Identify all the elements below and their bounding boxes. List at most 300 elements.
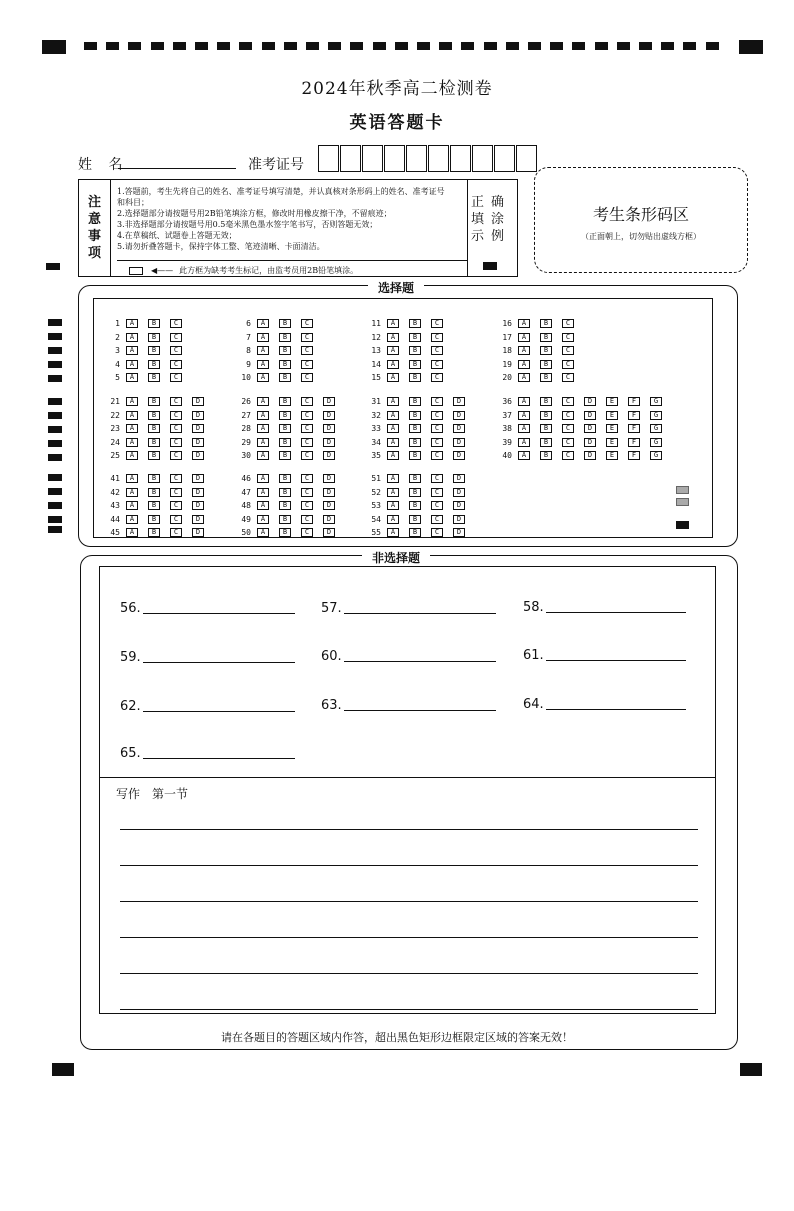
answer-option-bubble[interactable]: A xyxy=(126,411,138,420)
blank-line[interactable] xyxy=(344,661,496,662)
question-row xyxy=(100,332,192,343)
question-row xyxy=(100,423,214,434)
answer-option-bubble[interactable]: C xyxy=(431,528,443,537)
answer-option-bubble[interactable]: E xyxy=(606,397,618,406)
answer-option-bubble[interactable]: D xyxy=(453,488,465,497)
blank-line[interactable] xyxy=(143,711,295,712)
answer-option-bubble[interactable]: B xyxy=(279,360,291,369)
answer-option-bubble[interactable]: A xyxy=(257,411,269,420)
answer-option-bubble[interactable]: C xyxy=(431,488,443,497)
absent-checkbox[interactable] xyxy=(129,267,143,275)
answer-option-bubble[interactable]: C xyxy=(170,333,182,342)
answer-option-bubble[interactable]: C xyxy=(170,488,182,497)
answer-option-bubble[interactable]: C xyxy=(170,360,182,369)
answer-option-bubble[interactable]: B xyxy=(540,397,552,406)
ticket-digit-box[interactable] xyxy=(384,145,405,172)
answer-option-bubble[interactable]: C xyxy=(170,424,182,433)
absent-row xyxy=(117,260,467,276)
answer-option-bubble[interactable]: G xyxy=(650,424,662,433)
answer-option-bubble[interactable]: C xyxy=(170,346,182,355)
answer-option-bubble[interactable]: A xyxy=(257,424,269,433)
answer-option-bubble[interactable]: B xyxy=(279,488,291,497)
question-number: 9 xyxy=(246,359,251,369)
answer-option-bubble[interactable]: B xyxy=(148,515,160,524)
answer-option-bubble[interactable]: A xyxy=(518,438,530,447)
answer-option-bubble[interactable]: D xyxy=(323,528,335,537)
answer-option-bubble[interactable]: B xyxy=(409,515,421,524)
answer-option-bubble[interactable]: C xyxy=(170,451,182,460)
answer-option-bubble[interactable]: C xyxy=(431,515,443,524)
answer-option-bubble[interactable]: A xyxy=(518,397,530,406)
answer-option-bubble[interactable]: A xyxy=(126,515,138,524)
answer-option-bubble[interactable]: B xyxy=(279,474,291,483)
answer-option-bubble[interactable]: D xyxy=(192,474,204,483)
answer-option-bubble[interactable]: B xyxy=(409,501,421,510)
answer-option-bubble[interactable]: D xyxy=(323,438,335,447)
blank-number: 58. xyxy=(523,600,544,615)
blank-61[interactable] xyxy=(523,648,686,663)
label-char: 例 xyxy=(491,229,505,244)
answer-option-bubble[interactable]: B xyxy=(148,333,160,342)
notes-heading-char: 注 xyxy=(87,195,101,210)
answer-option-bubble[interactable]: D xyxy=(453,438,465,447)
writing-section-label: 写作 第一节 xyxy=(116,787,189,801)
answer-option-bubble[interactable]: A xyxy=(126,319,138,328)
blank-65[interactable] xyxy=(120,746,295,761)
answer-option-bubble[interactable]: B xyxy=(148,360,160,369)
answer-option-bubble[interactable]: D xyxy=(453,411,465,420)
answer-option-bubble[interactable]: C xyxy=(431,451,443,460)
answer-option-bubble[interactable]: A xyxy=(126,501,138,510)
answer-option-bubble[interactable]: C xyxy=(301,319,313,328)
answer-option-bubble[interactable]: C xyxy=(170,319,182,328)
side-mark xyxy=(48,333,62,340)
answer-option-bubble[interactable]: C xyxy=(431,474,443,483)
answer-option-bubble[interactable]: B xyxy=(409,488,421,497)
answer-option-bubble[interactable]: B xyxy=(540,360,552,369)
answer-option-bubble[interactable]: G xyxy=(650,451,662,460)
name-field[interactable] xyxy=(118,168,236,169)
answer-option-bubble[interactable]: A xyxy=(126,438,138,447)
answer-option-bubble[interactable]: B xyxy=(279,424,291,433)
notes-heading-char: 事 xyxy=(87,229,101,244)
question-number: 21 xyxy=(110,397,120,406)
ticket-digit-box[interactable] xyxy=(494,145,515,172)
answer-option-bubble[interactable]: A xyxy=(126,451,138,460)
answer-option-bubble[interactable]: B xyxy=(279,451,291,460)
answer-option-bubble[interactable]: B xyxy=(279,319,291,328)
answer-option-bubble[interactable]: B xyxy=(279,373,291,382)
answer-option-bubble[interactable]: D xyxy=(453,424,465,433)
answer-option-bubble[interactable]: E xyxy=(606,451,618,460)
answer-option-bubble[interactable]: D xyxy=(453,515,465,524)
answer-option-bubble[interactable]: D xyxy=(323,474,335,483)
writing-line[interactable] xyxy=(120,829,698,830)
blank-58[interactable] xyxy=(523,600,686,615)
corner-mark-top-right xyxy=(739,40,763,54)
ticket-number-boxes[interactable] xyxy=(318,145,538,172)
ticket-digit-box[interactable] xyxy=(318,145,339,172)
answer-option-bubble[interactable]: B xyxy=(148,474,160,483)
answer-option-bubble[interactable]: C xyxy=(170,501,182,510)
answer-option-bubble[interactable]: C xyxy=(301,411,313,420)
answer-option-bubble[interactable]: F xyxy=(628,438,640,447)
blank-line[interactable] xyxy=(546,709,686,710)
answer-option-bubble[interactable]: C xyxy=(562,360,574,369)
answer-option-bubble[interactable]: D xyxy=(192,424,204,433)
answer-option-bubble[interactable]: D xyxy=(453,528,465,537)
blank-62[interactable] xyxy=(120,699,295,714)
answer-option-bubble[interactable]: B xyxy=(409,438,421,447)
side-mark xyxy=(48,454,62,461)
answer-option-bubble[interactable]: C xyxy=(301,360,313,369)
answer-option-bubble[interactable]: B xyxy=(409,346,421,355)
answer-option-bubble[interactable]: A xyxy=(126,528,138,537)
answer-option-bubble[interactable]: A xyxy=(518,319,530,328)
answer-option-bubble[interactable]: G xyxy=(650,397,662,406)
answer-option-bubble[interactable]: A xyxy=(126,424,138,433)
answer-option-bubble[interactable]: A xyxy=(387,515,399,524)
answer-option-bubble[interactable]: F xyxy=(628,424,640,433)
blank-56[interactable] xyxy=(120,601,295,616)
question-row xyxy=(361,437,475,448)
answer-option-bubble[interactable]: B xyxy=(409,360,421,369)
answer-option-bubble[interactable]: D xyxy=(584,424,596,433)
question-number: 12 xyxy=(371,332,381,342)
answer-option-bubble[interactable]: A xyxy=(257,515,269,524)
answer-option-bubble[interactable]: A xyxy=(387,474,399,483)
answer-option-bubble[interactable]: A xyxy=(126,488,138,497)
answer-option-bubble[interactable]: A xyxy=(387,397,399,406)
blank-line[interactable] xyxy=(143,613,295,614)
answer-option-bubble[interactable]: B xyxy=(148,424,160,433)
answer-option-bubble[interactable]: C xyxy=(562,424,574,433)
answer-option-bubble[interactable]: B xyxy=(279,333,291,342)
answer-option-bubble[interactable]: B xyxy=(409,528,421,537)
question-row xyxy=(361,423,475,434)
answer-option-bubble[interactable]: B xyxy=(409,424,421,433)
answer-option-bubble[interactable]: D xyxy=(192,411,204,420)
blank-line[interactable] xyxy=(344,613,496,614)
answer-option-bubble[interactable]: C xyxy=(431,319,443,328)
writing-line[interactable] xyxy=(120,865,698,866)
blank-line[interactable] xyxy=(143,758,295,759)
answer-option-bubble[interactable]: A xyxy=(387,438,399,447)
writing-line[interactable] xyxy=(120,901,698,902)
answer-option-bubble[interactable]: B xyxy=(148,346,160,355)
answer-option-bubble[interactable]: D xyxy=(323,397,335,406)
writing-line[interactable] xyxy=(120,973,698,974)
answer-option-bubble[interactable]: D xyxy=(323,515,335,524)
question-row xyxy=(231,345,323,356)
answer-option-bubble[interactable]: A xyxy=(257,438,269,447)
answer-option-bubble[interactable]: B xyxy=(409,319,421,328)
answer-option-bubble[interactable]: B xyxy=(148,411,160,420)
blank-60[interactable] xyxy=(321,649,496,664)
answer-option-bubble[interactable]: A xyxy=(126,346,138,355)
answer-option-bubble[interactable]: B xyxy=(279,411,291,420)
answer-option-bubble[interactable]: F xyxy=(628,411,640,420)
answer-option-bubble[interactable]: A xyxy=(518,346,530,355)
answer-option-bubble[interactable]: A xyxy=(387,333,399,342)
answer-option-bubble[interactable]: C xyxy=(562,346,574,355)
answer-option-bubble[interactable]: C xyxy=(431,411,443,420)
answer-option-bubble[interactable]: A xyxy=(257,360,269,369)
ticket-digit-box[interactable] xyxy=(516,145,537,172)
label-char: 示 xyxy=(471,229,485,244)
blank-line[interactable] xyxy=(344,710,496,711)
question-row xyxy=(231,410,345,421)
timing-mark xyxy=(195,42,208,50)
answer-option-bubble[interactable]: C xyxy=(301,515,313,524)
question-number: 20 xyxy=(502,373,512,382)
answer-option-bubble[interactable]: D xyxy=(584,397,596,406)
answer-option-bubble[interactable]: C xyxy=(431,373,443,382)
answer-option-bubble[interactable]: A xyxy=(257,451,269,460)
answer-option-bubble[interactable]: A xyxy=(257,397,269,406)
side-mark xyxy=(48,347,62,354)
answer-option-bubble[interactable]: D xyxy=(192,451,204,460)
answer-option-bubble[interactable]: C xyxy=(301,488,313,497)
answer-option-bubble[interactable]: C xyxy=(301,528,313,537)
question-number: 7 xyxy=(246,332,251,342)
question-row xyxy=(231,359,323,370)
question-row xyxy=(361,527,475,538)
answer-option-bubble[interactable]: D xyxy=(192,501,204,510)
answer-option-bubble[interactable]: A xyxy=(126,474,138,483)
answer-option-bubble[interactable]: A xyxy=(518,451,530,460)
answer-option-bubble[interactable]: B xyxy=(409,451,421,460)
answer-option-bubble[interactable]: A xyxy=(257,474,269,483)
answer-option-bubble[interactable]: A xyxy=(387,488,399,497)
answer-option-bubble[interactable]: C xyxy=(562,451,574,460)
answer-option-bubble[interactable]: B xyxy=(409,333,421,342)
answer-option-bubble[interactable]: D xyxy=(453,501,465,510)
answer-option-bubble[interactable]: A xyxy=(518,333,530,342)
question-number: 13 xyxy=(371,346,381,355)
answer-option-bubble[interactable]: B xyxy=(279,528,291,537)
answer-option-bubble[interactable]: D xyxy=(323,451,335,460)
question-row xyxy=(231,318,323,329)
question-number: 3 xyxy=(115,346,120,355)
answer-option-bubble[interactable]: C xyxy=(562,438,574,447)
answer-option-bubble[interactable]: C xyxy=(170,474,182,483)
answer-option-bubble[interactable]: B xyxy=(148,488,160,497)
answer-option-bubble[interactable]: C xyxy=(170,528,182,537)
blank-line[interactable] xyxy=(546,612,686,613)
answer-option-bubble[interactable]: B xyxy=(540,411,552,420)
answer-option-bubble[interactable]: C xyxy=(431,438,443,447)
answer-option-bubble[interactable]: C xyxy=(301,346,313,355)
question-row xyxy=(361,473,475,484)
answer-option-bubble[interactable]: D xyxy=(584,438,596,447)
answer-option-bubble[interactable]: A xyxy=(387,451,399,460)
answer-option-bubble[interactable]: A xyxy=(387,360,399,369)
ticket-digit-box[interactable] xyxy=(340,145,361,172)
ticket-digit-box[interactable] xyxy=(472,145,493,172)
answer-option-bubble[interactable]: A xyxy=(387,346,399,355)
answer-option-bubble[interactable]: B xyxy=(409,397,421,406)
answer-option-bubble[interactable]: A xyxy=(257,501,269,510)
answer-option-bubble[interactable]: B xyxy=(148,438,160,447)
answer-option-bubble[interactable]: A xyxy=(126,373,138,382)
answer-option-bubble[interactable]: F xyxy=(628,451,640,460)
timing-mark xyxy=(461,42,474,50)
answer-option-bubble[interactable]: C xyxy=(170,515,182,524)
answer-option-bubble[interactable]: A xyxy=(126,333,138,342)
answer-option-bubble[interactable]: D xyxy=(323,424,335,433)
answer-option-bubble[interactable]: B xyxy=(409,411,421,420)
answer-option-bubble[interactable]: B xyxy=(409,373,421,382)
question-number: 41 xyxy=(110,474,120,483)
answer-option-bubble[interactable]: C xyxy=(562,319,574,328)
answer-option-bubble[interactable]: C xyxy=(301,333,313,342)
question-number: 16 xyxy=(502,319,512,328)
writing-line[interactable] xyxy=(120,937,698,938)
timing-mark xyxy=(284,42,297,50)
answer-option-bubble[interactable]: C xyxy=(301,451,313,460)
answer-option-bubble[interactable]: B xyxy=(279,397,291,406)
answer-option-bubble[interactable]: A xyxy=(126,397,138,406)
answer-option-bubble[interactable]: C xyxy=(170,397,182,406)
writing-line[interactable] xyxy=(120,1009,698,1010)
answer-option-bubble[interactable]: B xyxy=(148,451,160,460)
answer-option-bubble[interactable]: G xyxy=(650,411,662,420)
answer-option-bubble[interactable]: B xyxy=(148,501,160,510)
blank-number: 60. xyxy=(321,649,342,664)
answer-option-bubble[interactable]: B xyxy=(148,397,160,406)
answer-option-bubble[interactable]: C xyxy=(562,333,574,342)
answer-option-bubble[interactable]: A xyxy=(257,488,269,497)
answer-option-bubble[interactable]: A xyxy=(257,333,269,342)
answer-option-bubble[interactable]: D xyxy=(192,397,204,406)
answer-option-bubble[interactable]: A xyxy=(387,373,399,382)
answer-option-bubble[interactable]: D xyxy=(584,411,596,420)
answer-option-bubble[interactable]: B xyxy=(540,373,552,382)
answer-option-bubble[interactable]: D xyxy=(323,411,335,420)
blank-63[interactable] xyxy=(321,698,496,713)
answer-option-bubble[interactable]: C xyxy=(431,397,443,406)
answer-option-bubble[interactable]: A xyxy=(387,424,399,433)
answer-option-bubble[interactable]: C xyxy=(170,373,182,382)
answer-option-bubble[interactable]: D xyxy=(192,528,204,537)
answer-option-bubble[interactable]: B xyxy=(409,474,421,483)
answer-option-bubble[interactable]: A xyxy=(257,346,269,355)
answer-option-bubble[interactable]: A xyxy=(518,373,530,382)
question-row xyxy=(231,450,345,461)
answer-option-bubble[interactable]: D xyxy=(323,488,335,497)
divider xyxy=(467,180,468,276)
answer-option-bubble[interactable]: C xyxy=(431,333,443,342)
question-row xyxy=(100,527,214,538)
side-mark xyxy=(48,361,62,368)
answer-option-bubble[interactable]: B xyxy=(148,373,160,382)
answer-option-bubble[interactable]: B xyxy=(540,424,552,433)
answer-option-bubble[interactable]: C xyxy=(301,438,313,447)
answer-option-bubble[interactable]: D xyxy=(192,438,204,447)
answer-option-bubble[interactable]: A xyxy=(387,319,399,328)
answer-option-bubble[interactable]: C xyxy=(562,397,574,406)
answer-option-bubble[interactable]: B xyxy=(540,319,552,328)
answer-option-bubble[interactable]: C xyxy=(301,424,313,433)
answer-option-bubble[interactable]: D xyxy=(192,515,204,524)
answer-option-bubble[interactable]: E xyxy=(606,424,618,433)
ticket-digit-box[interactable] xyxy=(406,145,427,172)
answer-option-bubble[interactable]: C xyxy=(562,411,574,420)
blank-59[interactable] xyxy=(120,650,295,665)
answer-option-bubble[interactable]: D xyxy=(453,474,465,483)
answer-option-bubble[interactable]: E xyxy=(606,411,618,420)
answer-option-bubble[interactable]: A xyxy=(387,411,399,420)
timing-mark xyxy=(528,42,541,50)
answer-option-bubble[interactable]: G xyxy=(650,438,662,447)
answer-option-bubble[interactable]: C xyxy=(170,438,182,447)
answer-option-bubble[interactable]: B xyxy=(279,501,291,510)
answer-option-bubble[interactable]: B xyxy=(540,333,552,342)
question-number: 52 xyxy=(371,487,381,497)
answer-option-bubble[interactable]: A xyxy=(387,528,399,537)
answer-option-bubble[interactable]: B xyxy=(279,515,291,524)
blank-57[interactable] xyxy=(321,601,496,616)
timing-mark xyxy=(217,42,230,50)
answer-option-bubble[interactable]: A xyxy=(257,373,269,382)
ticket-digit-box[interactable] xyxy=(450,145,471,172)
blank-line[interactable] xyxy=(546,660,686,661)
answer-option-bubble[interactable]: A xyxy=(257,319,269,328)
answer-option-bubble[interactable]: C xyxy=(301,397,313,406)
answer-option-bubble[interactable]: B xyxy=(540,346,552,355)
answer-option-bubble[interactable]: D xyxy=(453,397,465,406)
answer-option-bubble[interactable]: C xyxy=(431,346,443,355)
answer-option-bubble[interactable]: A xyxy=(518,360,530,369)
answer-option-bubble[interactable]: A xyxy=(518,424,530,433)
question-number: 36 xyxy=(502,397,512,406)
answer-option-bubble[interactable]: B xyxy=(148,319,160,328)
answer-option-bubble[interactable]: D xyxy=(323,501,335,510)
answer-option-bubble[interactable]: A xyxy=(257,528,269,537)
answer-option-bubble[interactable]: E xyxy=(606,438,618,447)
answer-option-bubble[interactable]: C xyxy=(562,373,574,382)
answer-option-bubble[interactable]: B xyxy=(148,528,160,537)
answer-option-bubble[interactable]: B xyxy=(540,451,552,460)
answer-option-bubble[interactable]: C xyxy=(170,411,182,420)
ticket-digit-box[interactable] xyxy=(428,145,449,172)
blank-64[interactable] xyxy=(523,697,686,712)
question-number: 27 xyxy=(241,410,251,420)
answer-option-bubble[interactable]: A xyxy=(387,501,399,510)
answer-option-bubble[interactable]: C xyxy=(431,360,443,369)
answer-option-bubble[interactable]: D xyxy=(192,488,204,497)
blank-line[interactable] xyxy=(143,662,295,663)
ticket-digit-box[interactable] xyxy=(362,145,383,172)
answer-option-bubble[interactable]: C xyxy=(301,501,313,510)
question-row xyxy=(492,450,672,461)
answer-option-bubble[interactable]: C xyxy=(431,424,443,433)
answer-option-bubble[interactable]: C xyxy=(431,501,443,510)
answer-option-bubble[interactable]: D xyxy=(584,451,596,460)
answer-option-bubble[interactable]: A xyxy=(126,360,138,369)
answer-option-bubble[interactable]: D xyxy=(453,451,465,460)
notes-heading-char: 意 xyxy=(87,212,101,227)
answer-option-bubble[interactable]: C xyxy=(301,474,313,483)
answer-option-bubble[interactable]: C xyxy=(301,373,313,382)
side-mark xyxy=(48,426,62,433)
answer-option-bubble[interactable]: B xyxy=(279,346,291,355)
answer-option-bubble[interactable]: B xyxy=(540,438,552,447)
answer-option-bubble[interactable]: A xyxy=(518,411,530,420)
answer-option-bubble[interactable]: F xyxy=(628,397,640,406)
answer-option-bubble[interactable]: B xyxy=(279,438,291,447)
